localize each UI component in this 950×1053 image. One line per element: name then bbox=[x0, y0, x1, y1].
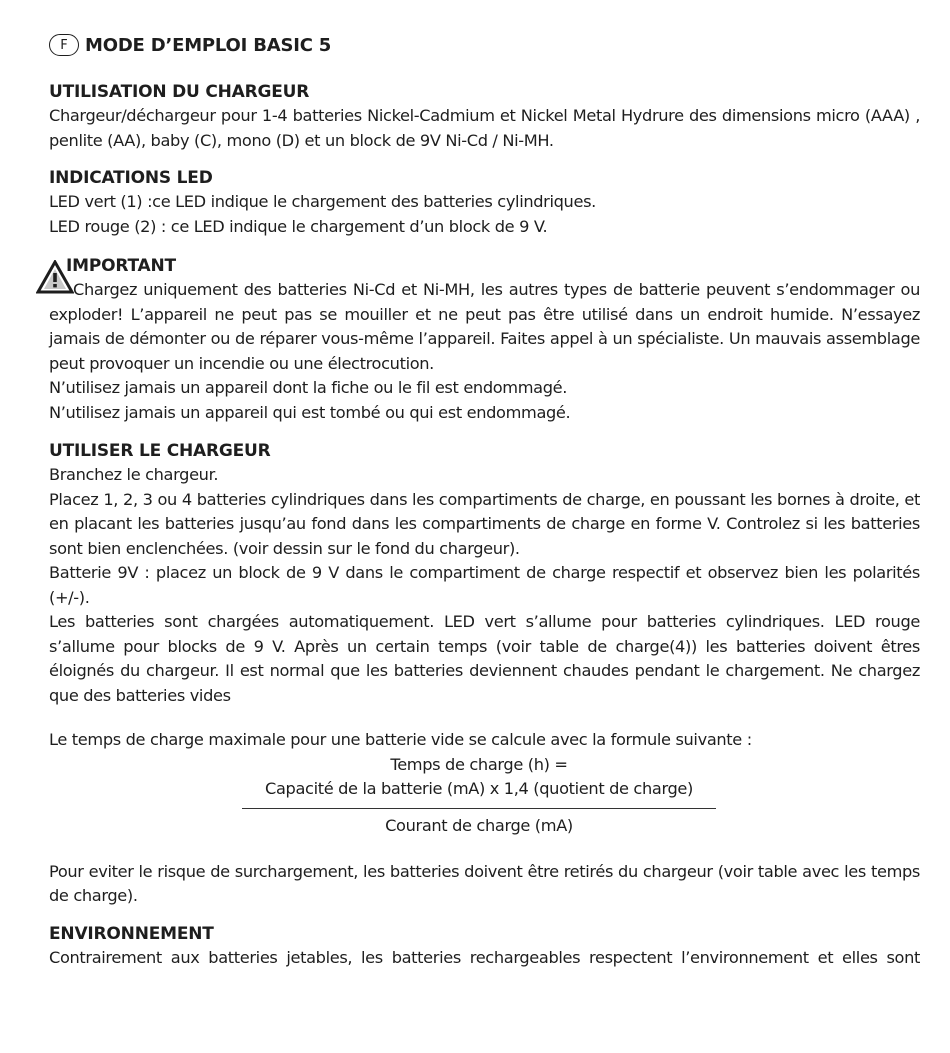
formula-numerator: Capacité de la batterie (mA) x 1,4 (quotient de charge) bbox=[242, 777, 716, 809]
paragraph: Chargeur/déchargeur pour 1-4 batteries Nickel-Cadmium et Nickel Metal Hydrure des dimensions micro (AAA) , penlite (AA), baby (C), mono (D) et un block de 9V Ni-Cd / Ni-MH. bbox=[49, 106, 920, 150]
paragraph: Pour eviter le risque de surchargement, les batteries doivent être retirés du chargeur (voir table avec les temps de charge). bbox=[49, 861, 920, 905]
paragraph: Les batteries sont chargées automatiquement. LED vert s’allume pour batteries cylindriques. LED rouge s’allume pour blocks de 9 V. Après un certain temps (voir table de charge(4)) les batteries doivent êtres éloignés du chargeur. Il est normal que les batteries deviennent chaudes pendant le chargement. Ne chargez que des batteries vides bbox=[49, 612, 920, 705]
section-environnement bbox=[49, 922, 920, 971]
led-green-line: LED vert (1) :ce LED indique le chargement des batteries cylindriques. bbox=[49, 192, 596, 211]
section-heading: INDICATIONS LED bbox=[49, 168, 213, 188]
section-utilisation bbox=[49, 80, 920, 153]
formula-intro: Le temps de charge maximale pour une batterie vide se calcule avec la formule suivante : bbox=[49, 730, 752, 749]
document-title: MODE D’EMPLOI BASIC 5 bbox=[85, 34, 332, 56]
paragraph: Batterie 9V : placez un block de 9 V dans le compartiment de charge respectif et observez bien les polarités (+/-). bbox=[49, 563, 920, 607]
formula-lhs: Temps de charge (h) = bbox=[390, 754, 568, 774]
led-red-line: LED rouge (2) : ce LED indique le chargement d’un block de 9 V. bbox=[49, 216, 548, 236]
paragraph: Placez 1, 2, 3 ou 4 batteries cylindriques dans les compartiments de charge, en poussant les bornes à droite, et en placant les batteries jusqu’au fond dans les compartiments de charge en forme V. Controlez si les batteries sont bien enclenchées. (voir dessin sur le fond du chargeur). bbox=[49, 489, 920, 558]
section-formula bbox=[49, 728, 920, 909]
language-badge: F bbox=[49, 34, 79, 56]
charge-time-formula bbox=[49, 753, 909, 838]
warning-line: N’utilisez jamais un appareil dont la fiche ou le fil est endommagé. bbox=[49, 378, 568, 397]
section-important bbox=[49, 254, 920, 425]
warning-triangle-icon bbox=[36, 260, 74, 294]
section-heading: ENVIRONNEMENT bbox=[49, 923, 214, 944]
important-heading-row bbox=[49, 254, 920, 278]
document-header bbox=[49, 32, 920, 58]
section-utiliser bbox=[49, 439, 920, 708]
formula-denominator: Courant de charge (mA) bbox=[385, 815, 573, 835]
section-led bbox=[49, 166, 920, 239]
section-heading: UTILISER LE CHARGEUR bbox=[49, 441, 271, 461]
paragraph: Chargez uniquement des batteries Ni-Cd et Ni-MH, les autres types de batterie peuvent s’endommager ou exploder! L’appareil ne peut pas se mouiller et ne peut pas être utilisé dans un endroit humide. N’essayez jamais de démonter ou de réparer vous-même l’appareil. Faites appel à un spécialiste. Un mauvais assemblage peut provoquer un incendie ou une électrocution. bbox=[49, 280, 920, 373]
section-heading: UTILISATION DU CHARGEUR bbox=[49, 82, 310, 102]
paragraph: Branchez le chargeur. bbox=[49, 465, 219, 484]
warning-line: N’utilisez jamais un appareil qui est tombé ou qui est endommagé. bbox=[49, 402, 571, 422]
section-heading: IMPORTANT bbox=[66, 256, 176, 276]
paragraph: Contrairement aux batteries jetables, les batteries rechargeables respectent l’environnement et elles sont bbox=[49, 947, 920, 967]
